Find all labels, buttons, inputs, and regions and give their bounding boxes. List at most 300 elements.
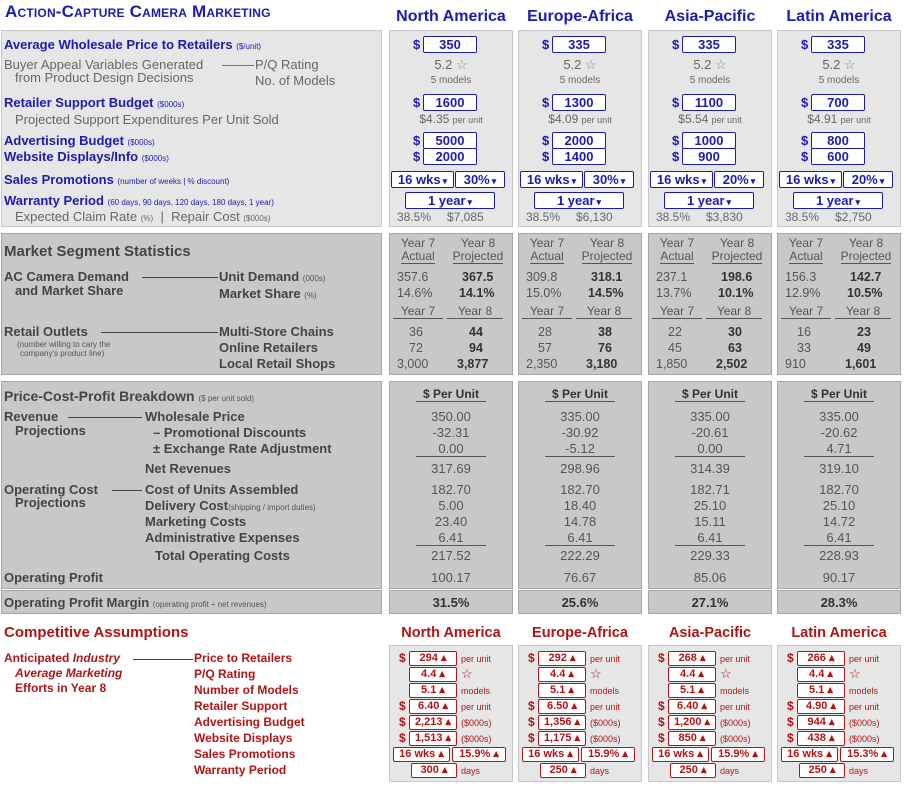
website-input[interactable]: 2000	[423, 148, 477, 165]
pq-rating-value: 5.2 ☆	[822, 57, 856, 72]
pcp-wp: 350.00	[431, 409, 471, 424]
promo-weeks-dropdown[interactable]: 16 wks ▾	[520, 171, 583, 188]
chevron-up-icon: ▴	[826, 748, 832, 760]
promo-discount-dropdown[interactable]: 20% ▾	[843, 171, 893, 188]
share-y7: 14.6%	[397, 286, 433, 300]
comp-warranty-input[interactable]: 250 ▴	[799, 763, 845, 778]
pcp-title: Price-Cost-Profit Breakdown ($ per unit sold)	[4, 388, 255, 404]
comp-warranty-input[interactable]: 300 ▴	[411, 763, 457, 778]
share-y8: 14.1%	[459, 286, 495, 300]
pcp-ae: 6.41	[545, 530, 615, 546]
page-title: Action-Capture Camera Marketing	[5, 2, 271, 21]
per-unit-text: per unit	[590, 654, 621, 664]
comp-price-input[interactable]: 294 ▴	[409, 651, 457, 666]
dollar-sign: $	[542, 37, 550, 52]
comp-web-input[interactable]: 1,513 ▴	[409, 731, 457, 746]
comp-support-input[interactable]: 6.40 ▴	[668, 699, 716, 714]
pcp-toc: 229.33	[690, 548, 730, 563]
year7-actual-header: Year 7 Actual	[659, 236, 695, 263]
chevron-up-icon: ▴	[438, 748, 444, 760]
claim-rate-value: 38.5%	[656, 210, 691, 224]
promo-weeks-dropdown[interactable]: 16 wks ▾	[650, 171, 713, 188]
support-per-unit: $5.54 per unit	[678, 112, 742, 126]
comp-adv-input[interactable]: 2,213 ▴	[409, 715, 457, 730]
multi-store-y8: 30	[728, 325, 742, 339]
warranty-dropdown[interactable]: 1 year ▾	[534, 192, 624, 209]
advertising-input[interactable]: 1000	[682, 132, 736, 149]
pcp-dc: 25.10	[693, 498, 727, 513]
k-text: ($000s)	[461, 734, 492, 744]
promo-weeks-dropdown[interactable]: 16 wks ▾	[391, 171, 454, 188]
per-unit-text: per unit	[461, 654, 492, 664]
dollar-sign: $	[801, 149, 809, 164]
market-share-label: Market Share (%)	[219, 286, 317, 301]
price-input[interactable]: 335	[682, 36, 736, 53]
dollar-sign: $	[413, 95, 421, 110]
comp-models-label: Number of Models	[194, 683, 299, 697]
star-icon: ☆	[720, 666, 732, 681]
chevron-up-icon: ▴	[567, 748, 573, 760]
pcp-dc: 18.40	[563, 498, 597, 513]
support-per-unit: $4.09 per unit	[548, 112, 612, 126]
outlets-note-1: (number willing to cary the	[17, 340, 111, 349]
dollar-sign: $	[399, 715, 406, 729]
dollar-sign: $	[528, 699, 535, 713]
share-y7: 12.9%	[785, 286, 821, 300]
chevron-up-icon: ▴	[829, 764, 836, 776]
k-text: ($000s)	[849, 718, 880, 728]
comp-region-header-asia-pacific: Asia-Pacific	[668, 625, 752, 641]
comp-models-input[interactable]: 5.1 ▴	[668, 683, 716, 698]
pq-rating-label: P/Q Rating	[255, 57, 319, 72]
chevron-up-icon: ▴	[699, 732, 706, 744]
chevron-up-icon: ▴	[445, 716, 452, 728]
chevron-up-icon: ▴	[701, 700, 707, 712]
dollar-sign: $	[658, 699, 665, 713]
net-revenues-label: Net Revenues	[145, 461, 231, 476]
num-models-label: No. of Models	[255, 73, 336, 88]
op-margin-value: 25.6%	[561, 595, 599, 610]
dollar-sign: $	[528, 731, 535, 745]
comp-web-input[interactable]: 1,175 ▴	[538, 731, 586, 746]
k-text: ($000s)	[590, 734, 621, 744]
year7-header: Year 7	[522, 305, 572, 319]
pcp-pd: -20.62	[820, 425, 858, 440]
claim-rate-value: 38.5%	[526, 210, 561, 224]
chevron-up-icon: ▴	[570, 764, 577, 776]
multi-store-y7: 16	[797, 325, 811, 339]
pcp-wp: 335.00	[819, 409, 859, 424]
comp-models-input[interactable]: 5.1 ▴	[538, 683, 586, 698]
multi-store-y8: 23	[857, 325, 871, 339]
retailer-support-input[interactable]: 700	[811, 94, 865, 111]
dollar-sign: $	[787, 715, 794, 729]
price-input[interactable]: 335	[811, 36, 865, 53]
share-y7: 15.0%	[526, 286, 562, 300]
retailer-support-input[interactable]: 1100	[682, 94, 736, 111]
op-margin-value: 31.5%	[432, 595, 470, 610]
chevron-down-icon: ▾	[571, 176, 577, 186]
comp-pq-input[interactable]: 4.4 ▴	[797, 667, 845, 682]
pcp-toc: 222.29	[560, 548, 600, 563]
pcp-wp: 335.00	[690, 409, 730, 424]
multi-store-y7: 28	[538, 325, 552, 339]
dollar-sign: $	[672, 149, 680, 164]
year8-projected-header: Year 8 Projected	[711, 236, 763, 263]
local-y8: 1,601	[845, 357, 877, 371]
dollar-sign: $	[672, 133, 680, 148]
region-header-europe-africa: Europe-Africa	[527, 8, 633, 25]
dollar-sign: $	[528, 651, 535, 665]
comp-support-input[interactable]: 6.40 ▴	[409, 699, 457, 714]
pcp-op: 100.17	[431, 570, 471, 585]
comp-support-input[interactable]: 4.90 ▴	[797, 699, 845, 714]
advertising-input[interactable]: 5000	[423, 132, 477, 149]
website-input[interactable]: 900	[682, 148, 736, 165]
multi-store-y7: 36	[409, 325, 423, 339]
chevron-down-icon: ▾	[855, 197, 861, 207]
pcp-mc: 14.72	[822, 514, 856, 529]
pcp-toc: 228.93	[819, 548, 859, 563]
chevron-down-icon: ▾	[701, 176, 707, 186]
pcp-dc: 5.00	[438, 498, 464, 513]
pcp-fx: 0.00	[675, 441, 745, 457]
comp-adv-label: Advertising Budget	[194, 715, 305, 729]
dollar-sign: $	[528, 715, 535, 729]
chevron-up-icon: ▴	[439, 684, 445, 696]
pcp-mc: 14.78	[563, 514, 597, 529]
competitive-title: Competitive Assumptions	[4, 624, 189, 641]
pcp-ae: 6.41	[804, 530, 874, 546]
comp-promo-pct-input[interactable]: 15.9% ▴	[711, 747, 765, 762]
comp-adv-input[interactable]: 944 ▴	[797, 715, 845, 730]
comp-promo-pct-input[interactable]: 15.9% ▴	[581, 747, 635, 762]
chevron-down-icon: ▾	[620, 176, 626, 186]
website-input[interactable]: 1400	[552, 148, 606, 165]
pcp-dc: 25.10	[822, 498, 856, 513]
models-value: 5 models	[818, 75, 860, 86]
dollar-sign: $	[787, 731, 794, 745]
chevron-up-icon: ▴	[574, 716, 581, 728]
comp-promo-label: Sales Promotions	[194, 747, 296, 761]
chevron-up-icon: ▴	[441, 764, 448, 776]
local-y7: 2,350	[526, 357, 558, 371]
repair-cost-value: $6,130	[576, 210, 613, 224]
comp-pq-input[interactable]: 4.4 ▴	[538, 667, 586, 682]
comp-region-header-europe-africa: Europe-Africa	[532, 625, 628, 641]
advertising-input[interactable]: 2000	[552, 132, 606, 149]
chevron-up-icon: ▴	[574, 732, 581, 744]
models-value: 5 models	[430, 75, 472, 86]
dollar-sign: $	[787, 699, 794, 713]
online-y7: 72	[409, 341, 423, 355]
models-text: models	[590, 686, 620, 696]
promo-weeks-dropdown[interactable]: 16 wks ▾	[779, 171, 842, 188]
multi-store-y7: 22	[668, 325, 682, 339]
days-text: days	[590, 766, 610, 776]
opcost-label: Operating Cost	[4, 482, 98, 497]
local-y7: 1,850	[656, 357, 688, 371]
comp-price-input[interactable]: 268 ▴	[668, 651, 716, 666]
comp-pq-input[interactable]: 4.4 ▴	[668, 667, 716, 682]
chevron-up-icon: ▴	[704, 716, 711, 728]
pcp-cu: 182.70	[431, 482, 471, 497]
demand-y7: 309.8	[526, 270, 558, 284]
pcp-cu: 182.71	[690, 482, 730, 497]
chevron-up-icon: ▴	[697, 748, 703, 760]
warranty-dropdown[interactable]: 1 year ▾	[405, 192, 495, 209]
op-margin-value: 28.3%	[820, 595, 858, 610]
local-y8: 3,877	[457, 357, 489, 371]
promo-discount-dropdown[interactable]: 20% ▾	[714, 171, 764, 188]
chevron-up-icon: ▴	[569, 652, 576, 664]
dollar-sign: $	[399, 699, 406, 713]
repair-cost-value: $3,830	[706, 210, 743, 224]
k-text: ($000s)	[461, 718, 492, 728]
support-per-unit: $4.91 per unit	[807, 112, 871, 126]
local-shops-label: Local Retail Shops	[219, 356, 336, 371]
sales-promo-label: Sales Promotions (number of weeks | % discount)	[4, 172, 230, 187]
claim-rate-label: Expected Claim Rate (%) | Repair Cost ($000s)	[15, 209, 271, 224]
demand-y7: 357.6	[397, 270, 429, 284]
dollar-sign: $	[399, 651, 406, 665]
multi-store-y8: 38	[598, 325, 612, 339]
k-text: ($000s)	[590, 718, 621, 728]
demand-y8: 142.7	[850, 270, 882, 284]
advertising-label: Advertising Budget ($000s)	[4, 133, 155, 148]
dollar-sign: $	[787, 651, 794, 665]
chevron-up-icon: ▴	[568, 668, 574, 680]
chevron-up-icon: ▴	[699, 652, 706, 664]
advertising-input[interactable]: 800	[811, 132, 865, 149]
pcp-fx: 4.71	[804, 441, 874, 457]
retailer-support-input[interactable]: 1600	[423, 94, 477, 111]
anticipated-label-2: Average Marketing	[15, 666, 123, 680]
comp-web-input[interactable]: 438 ▴	[797, 731, 845, 746]
per-unit-header: $ Per Unit	[804, 387, 874, 402]
comp-web-label: Website Displays	[194, 731, 293, 745]
comp-promo-pct-input[interactable]: 15.3% ▴	[840, 747, 894, 762]
star-icon: ☆	[849, 666, 861, 681]
pcp-pd: -20.61	[691, 425, 729, 440]
comp-promo-weeks-input[interactable]: 16 wks ▴	[393, 747, 450, 762]
dollar-sign: $	[542, 133, 550, 148]
year8-header: Year 8	[576, 305, 632, 319]
pcp-wp: 335.00	[560, 409, 600, 424]
claim-rate-value: 38.5%	[785, 210, 820, 224]
year8-projected-header: Year 8 Projected	[581, 236, 633, 263]
warranty-dropdown[interactable]: 1 year ▾	[664, 192, 754, 209]
projected-support-label: Projected Support Expenditures Per Unit Sold	[15, 112, 279, 127]
repair-cost-value: $7,085	[447, 210, 484, 224]
comp-adv-input[interactable]: 1,356 ▴	[538, 715, 586, 730]
demand-y7: 237.1	[656, 270, 688, 284]
dollar-sign: $	[658, 731, 665, 745]
days-text: days	[849, 766, 869, 776]
avg-price-label: Average Wholesale Price to Retailers ($/unit)	[4, 37, 262, 52]
comp-promo-weeks-input[interactable]: 16 wks ▴	[652, 747, 709, 762]
comp-region-header-latin-america: Latin America	[791, 625, 887, 641]
chevron-up-icon: ▴	[827, 668, 833, 680]
buyer-appeal-label: Buyer Appeal Variables Generated	[4, 57, 204, 72]
demand-label-2: and Market Share	[15, 283, 124, 298]
pcp-mc: 23.40	[434, 514, 468, 529]
per-unit-text: per unit	[590, 702, 621, 712]
year8-header: Year 8	[447, 305, 503, 319]
region-header-latin-america: Latin America	[786, 8, 892, 25]
outlets-note-2: company's product line)	[20, 349, 105, 358]
dollar-sign: $	[801, 95, 809, 110]
chevron-up-icon: ▴	[568, 684, 574, 696]
pcp-nr: 314.39	[690, 461, 730, 476]
year7-actual-header: Year 7 Actual	[788, 236, 824, 263]
share-y8: 10.5%	[847, 286, 883, 300]
comp-models-input[interactable]: 5.1 ▴	[409, 683, 457, 698]
comp-pq-input[interactable]: 4.4 ▴	[409, 667, 457, 682]
pcp-op: 85.06	[693, 570, 727, 585]
comp-promo-pct-input[interactable]: 15.9% ▴	[452, 747, 506, 762]
k-text: ($000s)	[720, 718, 751, 728]
local-y7: 3,000	[397, 357, 429, 371]
unit-demand-label: Unit Demand (000s)	[219, 269, 326, 284]
chevron-up-icon: ▴	[881, 748, 887, 760]
year8-header: Year 8	[835, 305, 891, 319]
dollar-sign: $	[542, 149, 550, 164]
pcp-mc: 15.11	[694, 514, 726, 529]
chevron-up-icon: ▴	[571, 700, 577, 712]
dollar-sign: $	[413, 149, 421, 164]
chevron-up-icon: ▴	[445, 732, 452, 744]
cost-units-label: Cost of Units Assembled	[145, 482, 299, 497]
chevron-down-icon: ▾	[879, 176, 885, 186]
anticipated-label-3: Efforts in Year 8	[15, 681, 107, 695]
star-icon: ☆	[461, 666, 473, 681]
chevron-up-icon: ▴	[493, 748, 499, 760]
year7-actual-header: Year 7 Actual	[400, 236, 436, 263]
warranty-label: Warranty Period (60 days, 90 days, 120 days, 180 days, 1 year)	[4, 193, 274, 208]
chevron-up-icon: ▴	[440, 652, 447, 664]
pcp-nr: 319.10	[819, 461, 859, 476]
star-icon: ☆	[715, 57, 727, 72]
dollar-sign: $	[658, 651, 665, 665]
warranty-dropdown[interactable]: 1 year ▾	[793, 192, 883, 209]
dollar-sign: $	[801, 133, 809, 148]
retailer-support-input[interactable]: 1300	[552, 94, 606, 111]
chevron-up-icon: ▴	[828, 652, 835, 664]
op-margin-label: Operating Profit Margin (operating profit ÷ net revenues)	[4, 595, 267, 610]
dollar-sign: $	[658, 715, 665, 729]
comp-warranty-label: Warranty Period	[194, 763, 287, 777]
demand-label: AC Camera Demand	[4, 269, 129, 284]
per-unit-text: per unit	[461, 702, 492, 712]
online-y7: 57	[538, 341, 552, 355]
year7-header: Year 7	[781, 305, 831, 319]
comp-price-input[interactable]: 266 ▴	[797, 651, 845, 666]
chevron-down-icon: ▾	[726, 197, 732, 207]
website-input[interactable]: 600	[811, 148, 865, 165]
chevron-up-icon: ▴	[827, 684, 833, 696]
online-label: Online Retailers	[219, 340, 318, 355]
dollar-sign: $	[399, 731, 406, 745]
pcp-nr: 298.96	[560, 461, 600, 476]
chevron-up-icon: ▴	[698, 684, 704, 696]
pcp-ae: 6.41	[416, 530, 486, 546]
online-y8: 63	[728, 341, 742, 355]
comp-adv-input[interactable]: 1,200 ▴	[668, 715, 716, 730]
year7-header: Year 7	[652, 305, 702, 319]
comp-region-header-north-america: North America	[401, 625, 501, 641]
dollar-sign: $	[801, 37, 809, 52]
pq-rating-value: 5.2 ☆	[434, 57, 468, 72]
star-icon: ☆	[590, 666, 602, 681]
chevron-down-icon: ▾	[491, 176, 497, 186]
price-input[interactable]: 335	[552, 36, 606, 53]
chevron-up-icon: ▴	[752, 748, 758, 760]
comp-pq-label: P/Q Rating	[194, 667, 256, 681]
chevron-down-icon: ▾	[442, 176, 448, 186]
models-text: models	[461, 686, 491, 696]
repair-cost-value: $2,750	[835, 210, 872, 224]
pcp-fx: 0.00	[416, 441, 486, 457]
claim-rate-value: 38.5%	[397, 210, 432, 224]
comp-support-input[interactable]: 6.50 ▴	[538, 699, 586, 714]
chevron-down-icon: ▾	[830, 176, 836, 186]
revenue-label-2: Projections	[15, 423, 86, 438]
chevron-up-icon: ▴	[828, 716, 835, 728]
promo-discount-dropdown[interactable]: 30% ▾	[584, 171, 634, 188]
delivery-label: Delivery Cost(shipping / import duties)	[145, 498, 316, 513]
chevron-up-icon: ▴	[828, 732, 835, 744]
per-unit-text: per unit	[720, 654, 751, 664]
year7-header: Year 7	[393, 305, 443, 319]
demand-y8: 318.1	[591, 270, 623, 284]
per-unit-header: $ Per Unit	[675, 387, 745, 402]
pcp-nr: 317.69	[431, 461, 471, 476]
opcost-label-2: Projections	[15, 495, 86, 510]
models-value: 5 models	[689, 75, 731, 86]
days-text: days	[461, 766, 481, 776]
chevron-up-icon: ▴	[700, 764, 707, 776]
admin-label: Administrative Expenses	[145, 530, 300, 545]
dollar-sign: $	[413, 37, 421, 52]
chevron-down-icon: ▾	[596, 197, 602, 207]
comp-web-input[interactable]: 850 ▴	[668, 731, 716, 746]
comp-promo-weeks-input[interactable]: 16 wks ▴	[781, 747, 838, 762]
comp-models-input[interactable]: 5.1 ▴	[797, 683, 845, 698]
buyer-appeal-label-2: from Product Design Decisions	[15, 70, 194, 85]
region-header-asia-pacific: Asia-Pacific	[664, 8, 756, 25]
comp-promo-weeks-input[interactable]: 16 wks ▴	[522, 747, 579, 762]
pq-rating-value: 5.2 ☆	[693, 57, 727, 72]
promo-discount-dropdown[interactable]: 30% ▾	[455, 171, 505, 188]
wholesale-label: Wholesale Price	[145, 409, 245, 424]
comp-price-input[interactable]: 292 ▴	[538, 651, 586, 666]
share-y8: 14.5%	[588, 286, 624, 300]
price-input[interactable]: 350	[423, 36, 477, 53]
per-unit-header: $ Per Unit	[545, 387, 615, 402]
star-icon: ☆	[585, 57, 597, 72]
comp-warranty-input[interactable]: 250 ▴	[670, 763, 716, 778]
online-y7: 33	[797, 341, 811, 355]
demand-y8: 367.5	[462, 270, 494, 284]
multi-store-label: Multi-Store Chains	[219, 324, 334, 339]
total-opcost-label: Total Operating Costs	[155, 548, 290, 563]
dollar-sign: $	[413, 133, 421, 148]
chevron-up-icon: ▴	[622, 748, 628, 760]
comp-warranty-input[interactable]: 250 ▴	[540, 763, 586, 778]
per-unit-text: per unit	[720, 702, 751, 712]
online-y8: 94	[469, 341, 483, 355]
